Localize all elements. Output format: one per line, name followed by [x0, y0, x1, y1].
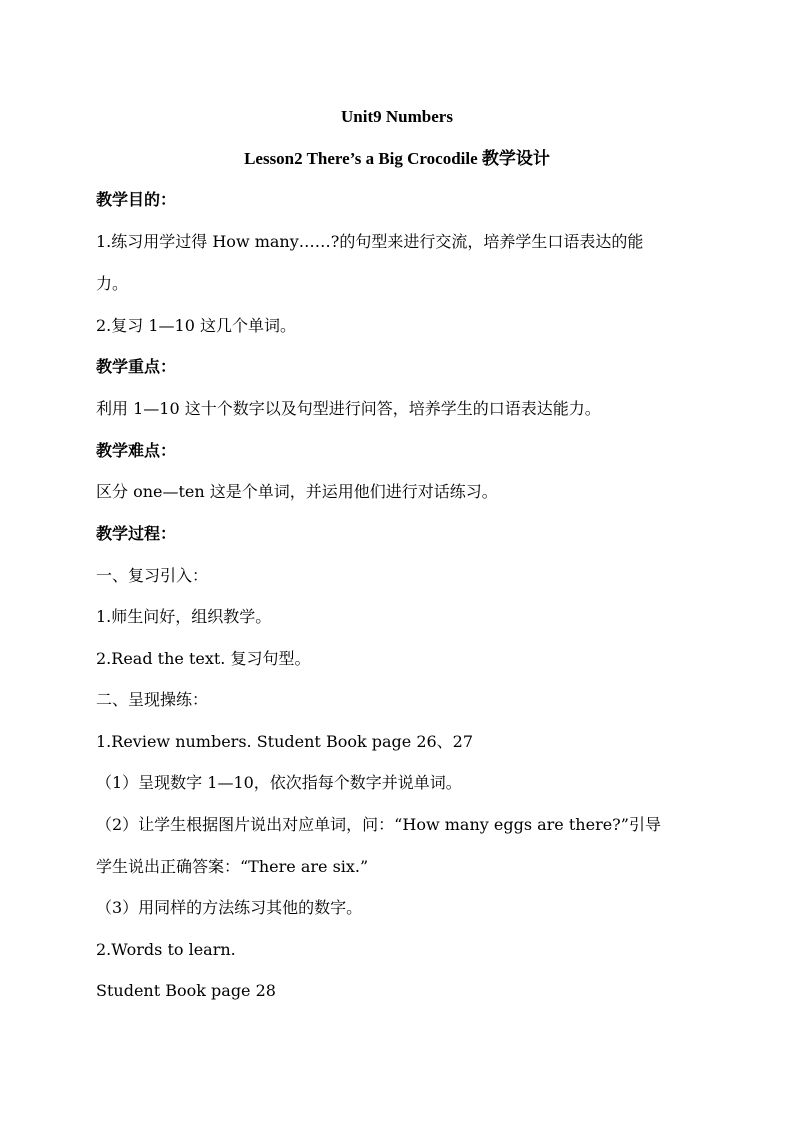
- key-points-text: 利用 1—10 这十个数字以及句型进行问答，培养学生的口语表达能力。: [96, 399, 601, 418]
- step1-heading: 一、复习引入：: [96, 566, 209, 585]
- step2-sub1: （1）呈现数字 1—10，依次指每个数字并说单词。: [96, 773, 462, 792]
- step1-item1: 1.师生问好，组织教学。: [96, 607, 272, 626]
- key-points-heading: 教学重点：: [96, 357, 177, 376]
- document-title: Unit9 Numbers: [341, 107, 453, 126]
- process-heading: 教学过程：: [96, 524, 177, 543]
- objectives-heading: 教学目的：: [96, 190, 177, 209]
- difficulties-heading: 教学难点：: [96, 441, 177, 460]
- objective-1-line1: 1.练习用学过得 How many……?的句型来进行交流，培养学生口语表达的能: [96, 232, 644, 251]
- step2-heading: 二、呈现操练：: [96, 690, 209, 709]
- step2-item2: 2.Words to learn.: [96, 940, 236, 959]
- step2-sub3: （3）用同样的方法练习其他的数字。: [96, 898, 363, 917]
- step2-item2-reference: Student Book page 28: [96, 981, 276, 1000]
- objective-1-line2: 力。: [96, 274, 129, 293]
- difficulties-text: 区分 one—ten 这是个单词，并运用他们进行对话练习。: [96, 482, 498, 501]
- step2-sub2-line2: 学生说出正确答案：“There are six.”: [96, 857, 369, 876]
- step2-item1: 1.Review numbers. Student Book page 26、27: [96, 732, 474, 751]
- document-subtitle: Lesson2 There’s a Big Crocodile 教学设计: [244, 149, 550, 168]
- step2-sub2-line1: （2）让学生根据图片说出对应单词，问：“How many eggs are there?”引导: [96, 815, 661, 834]
- objective-2: 2.复习 1—10 这几个单词。: [96, 316, 296, 335]
- step1-item2: 2.Read the text. 复习句型。: [96, 649, 311, 668]
